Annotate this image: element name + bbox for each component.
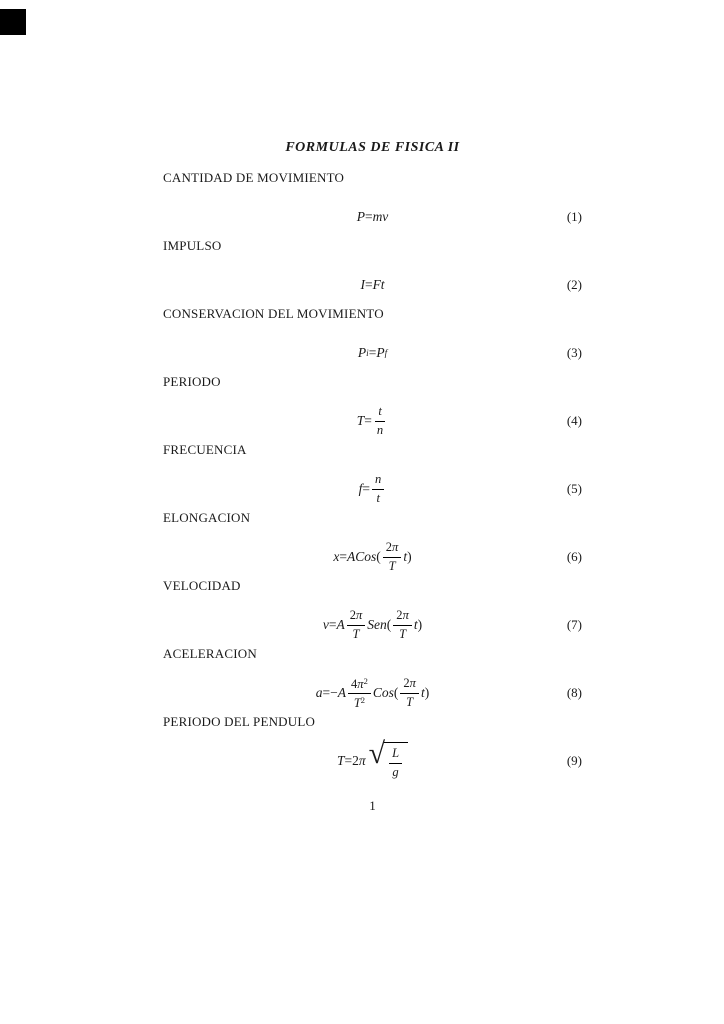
page-number: 1 <box>369 798 376 813</box>
equation-number: (9) <box>566 753 582 768</box>
equation-number: (2) <box>566 277 582 292</box>
section-impulso <box>163 238 582 298</box>
section-periodo-del-pendulo <box>163 714 582 779</box>
equation: P = mv <box>356 209 389 224</box>
scan-artifact <box>0 9 26 35</box>
section-heading: FRECUENCIA <box>163 442 247 457</box>
section-heading: PERIODO DEL PENDULO <box>163 714 316 729</box>
section-heading: VELOCIDAD <box>163 578 241 593</box>
equation: T = 2 π √ $\frac{L}{g}$ <box>337 742 408 779</box>
section-cantidad-de-movimiento <box>163 170 582 230</box>
section-elongacion <box>163 510 582 573</box>
equation-row <box>163 404 582 437</box>
document-title: FORMULAS DE FISICA II <box>285 140 460 155</box>
equation-row <box>163 472 582 505</box>
section-heading: CANTIDAD DE MOVIMIENTO <box>163 170 345 185</box>
section-heading: ACELERACION <box>163 646 257 661</box>
section-frecuencia <box>163 442 582 505</box>
equation-row <box>163 737 582 779</box>
equation: P i = P f <box>357 345 388 360</box>
section-heading: PERIODO <box>163 374 221 389</box>
equation: v = A $\frac{2\pi}{T}$ Sen ( $\frac{2\pi}{T}$ t ) <box>322 608 423 641</box>
equation: a = − A $\frac{4\pi^2}{T^2}$ Cos ( $\frac{2\pi}{T}$ t ) <box>315 675 430 710</box>
section-velocidad <box>163 578 582 641</box>
document-body <box>163 140 582 814</box>
equation-row <box>163 540 582 573</box>
equation: T = $\frac{t}{n}$ <box>356 404 384 437</box>
section-periodo <box>163 374 582 437</box>
equation-row <box>163 340 582 366</box>
equation-row <box>163 608 582 641</box>
equation-number: (4) <box>566 413 582 428</box>
equation: f = $\frac{n}{t}$ <box>359 472 387 505</box>
equation-row <box>163 204 582 230</box>
equation-row <box>163 675 582 710</box>
section-heading: IMPULSO <box>163 238 222 253</box>
equation-number: (1) <box>566 209 582 224</box>
equation-number: (5) <box>566 481 582 496</box>
section-conservacion-del-movimiento <box>163 306 582 366</box>
equation-number: (8) <box>566 685 582 700</box>
equation-row <box>163 272 582 298</box>
section-aceleracion <box>163 646 582 710</box>
equation-number: (3) <box>566 345 582 360</box>
section-heading: CONSERVACION DEL MOVIMIENTO <box>163 306 384 321</box>
equation: I = Ft <box>360 277 385 292</box>
equation: x = ACos ( $\frac{2\pi}{T}$ t ) <box>333 540 412 573</box>
equation-number: (6) <box>566 549 582 564</box>
equation-number: (7) <box>566 617 582 632</box>
section-heading: ELONGACION <box>163 510 251 525</box>
